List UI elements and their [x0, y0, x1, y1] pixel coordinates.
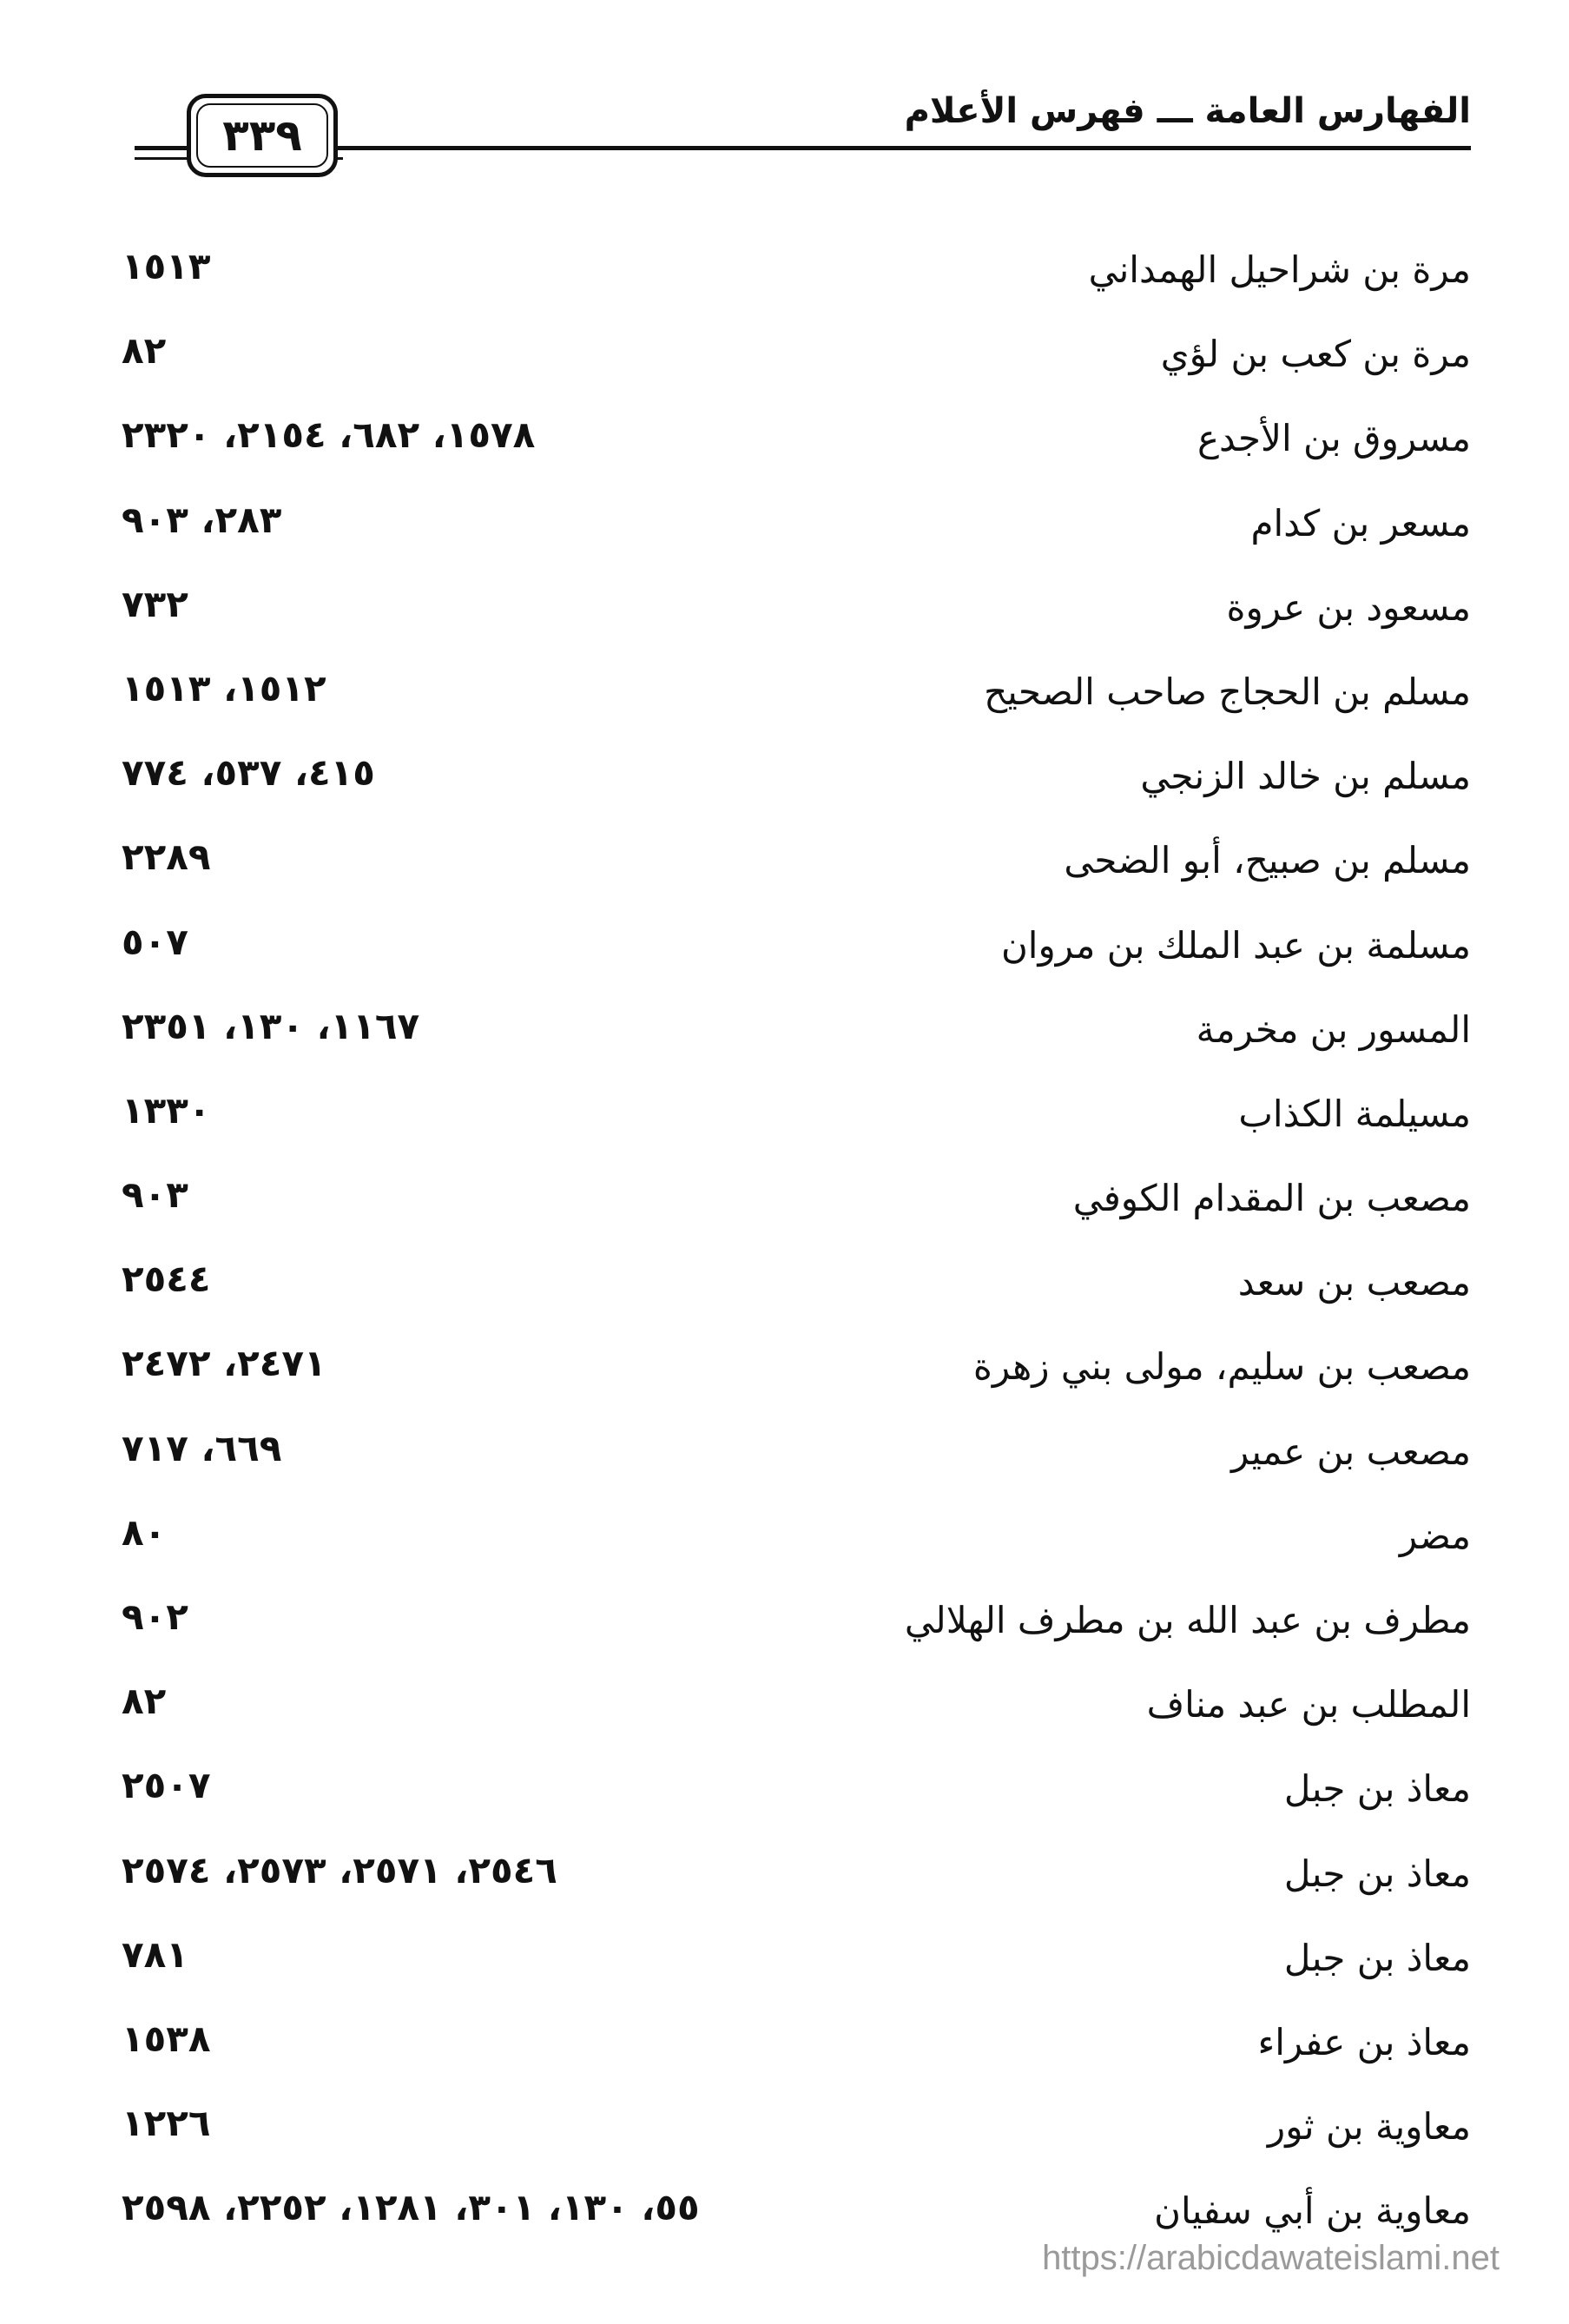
entry-page-refs: ٢٨٣، ٩٠٣ [122, 498, 282, 541]
index-entry [122, 1755, 1471, 1839]
index-entry [122, 1925, 1471, 2009]
entry-page-refs: ١٥٧٨، ٦٨٢، ٢١٥٤، ٢٣٢٠ [122, 413, 536, 457]
entry-name: مطرف بن عبد الله بن مطرف الهلالي [904, 1599, 1471, 1641]
index-entry [122, 490, 1471, 574]
entry-name: مرة بن شراحيل الهمداني [1088, 248, 1471, 291]
index-entry [122, 1165, 1471, 1249]
entry-page-refs: ٩٠٢ [122, 1595, 188, 1638]
index-entry [122, 236, 1471, 320]
entry-page-refs: ١٥١٢، ١٥١٣ [122, 666, 326, 710]
entry-page-refs: ٨٠ [122, 1510, 167, 1554]
entry-page-refs: ٦٦٩، ٧١٧ [122, 1426, 282, 1469]
index-entry [122, 1249, 1471, 1333]
index-entry [122, 827, 1471, 911]
entry-page-refs: ١٢٢٦ [122, 2102, 211, 2145]
page-number-frame [187, 94, 338, 177]
entry-name: مرة بن كعب بن لؤي [1160, 333, 1471, 376]
entry-page-refs: ٨٢ [122, 1680, 167, 1723]
entry-page-refs: ١٣٣٠ [122, 1088, 211, 1132]
index-entry [122, 320, 1471, 405]
entry-page-refs: ٥٠٧ [122, 920, 188, 963]
index-entry [122, 1502, 1471, 1587]
index-entry [122, 1671, 1471, 1755]
entry-name: مصعب بن سعد [1237, 1261, 1471, 1304]
entry-page-refs: ٤١٥، ٥٣٧، ٧٧٤ [122, 751, 375, 795]
index-entries-list [122, 236, 1471, 2262]
entry-name: المطلب بن عبد مناف [1146, 1683, 1471, 1726]
entry-name: معاذ بن عفراء [1257, 2020, 1471, 2063]
index-entry [122, 405, 1471, 489]
entry-page-refs: ٢٤٧١، ٢٤٧٢ [122, 1342, 326, 1385]
entry-name: مسروق بن الأجدع [1197, 417, 1471, 460]
index-entry [122, 1587, 1471, 1671]
entry-page-refs: ٧٨١ [122, 1932, 188, 1976]
entry-page-refs: ٢٥٤٤ [122, 1258, 211, 1301]
entry-page-refs: ١١٦٧، ١٣٠، ٢٣٥١ [122, 1004, 420, 1047]
index-entry [122, 912, 1471, 996]
entry-name: المسور بن مخرمة [1196, 1007, 1471, 1051]
entry-page-refs: ١٥٣٨ [122, 2017, 211, 2060]
index-entry [122, 1333, 1471, 1417]
entry-name: مسيلمة الكذاب [1238, 1092, 1471, 1135]
index-entry [122, 1418, 1471, 1502]
index-entry [122, 658, 1471, 743]
index-entry [122, 574, 1471, 658]
entry-page-refs: ٨٢ [122, 329, 167, 373]
entry-page-refs: ٢٢٨٩ [122, 835, 211, 879]
entry-name: مسعود بن عروة [1226, 585, 1471, 629]
page-number: ٣٣٩ [222, 110, 302, 161]
entry-name: مسلم بن الحجاج صاحب الصحيح [984, 670, 1471, 713]
watermark-url: https://arabicdawateislami.net [1042, 2239, 1500, 2277]
entry-page-refs: ٩٠٣ [122, 1173, 188, 1217]
entry-page-refs: ٢٥٤٦، ٢٥٧١، ٢٥٧٣، ٢٥٧٤ [122, 1848, 557, 1892]
index-entry [122, 1840, 1471, 1925]
entry-page-refs: ٧٣٢ [122, 582, 188, 625]
entry-name: مصعب بن المقدام الكوفي [1072, 1177, 1471, 1220]
index-entry [122, 2093, 1471, 2177]
index-entry [122, 2009, 1471, 2093]
entry-name: معاوية بن أبي سفيان [1154, 2189, 1471, 2233]
entry-name: مسعر بن كدام [1250, 501, 1471, 545]
entry-name: مسلم بن خالد الزنجي [1140, 755, 1471, 798]
entry-name: معاذ بن جبل [1283, 1936, 1471, 1979]
entry-name: معاوية بن ثور [1267, 2105, 1471, 2149]
entry-name: مسلم بن صبيح، أبو الضحى [1064, 839, 1471, 882]
entry-page-refs: ٥٥، ١٣٠، ٣٠١، ١٢٨١، ٢٢٥٢، ٢٥٩٨ [122, 2186, 700, 2229]
running-title: الفهارس العامة ـــ فهرس الأعلام [904, 91, 1471, 131]
entry-name: معاذ بن جبل [1283, 1767, 1471, 1811]
entry-name: مسلمة بن عبد الملك بن مروان [1000, 923, 1471, 967]
entry-name: مصعب بن عمير [1231, 1429, 1471, 1473]
index-entry [122, 996, 1471, 1080]
entry-name: معاذ بن جبل [1283, 1852, 1471, 1895]
entry-name: مضر [1399, 1514, 1471, 1557]
entry-name: مصعب بن سليم، مولى بني زهرة [972, 1345, 1471, 1389]
index-entry [122, 1080, 1471, 1165]
entry-page-refs: ٢٥٠٧ [122, 1764, 211, 1807]
index-entry [122, 743, 1471, 827]
page-number-frame-inner [196, 103, 328, 168]
entry-page-refs: ١٥١٣ [122, 245, 211, 287]
